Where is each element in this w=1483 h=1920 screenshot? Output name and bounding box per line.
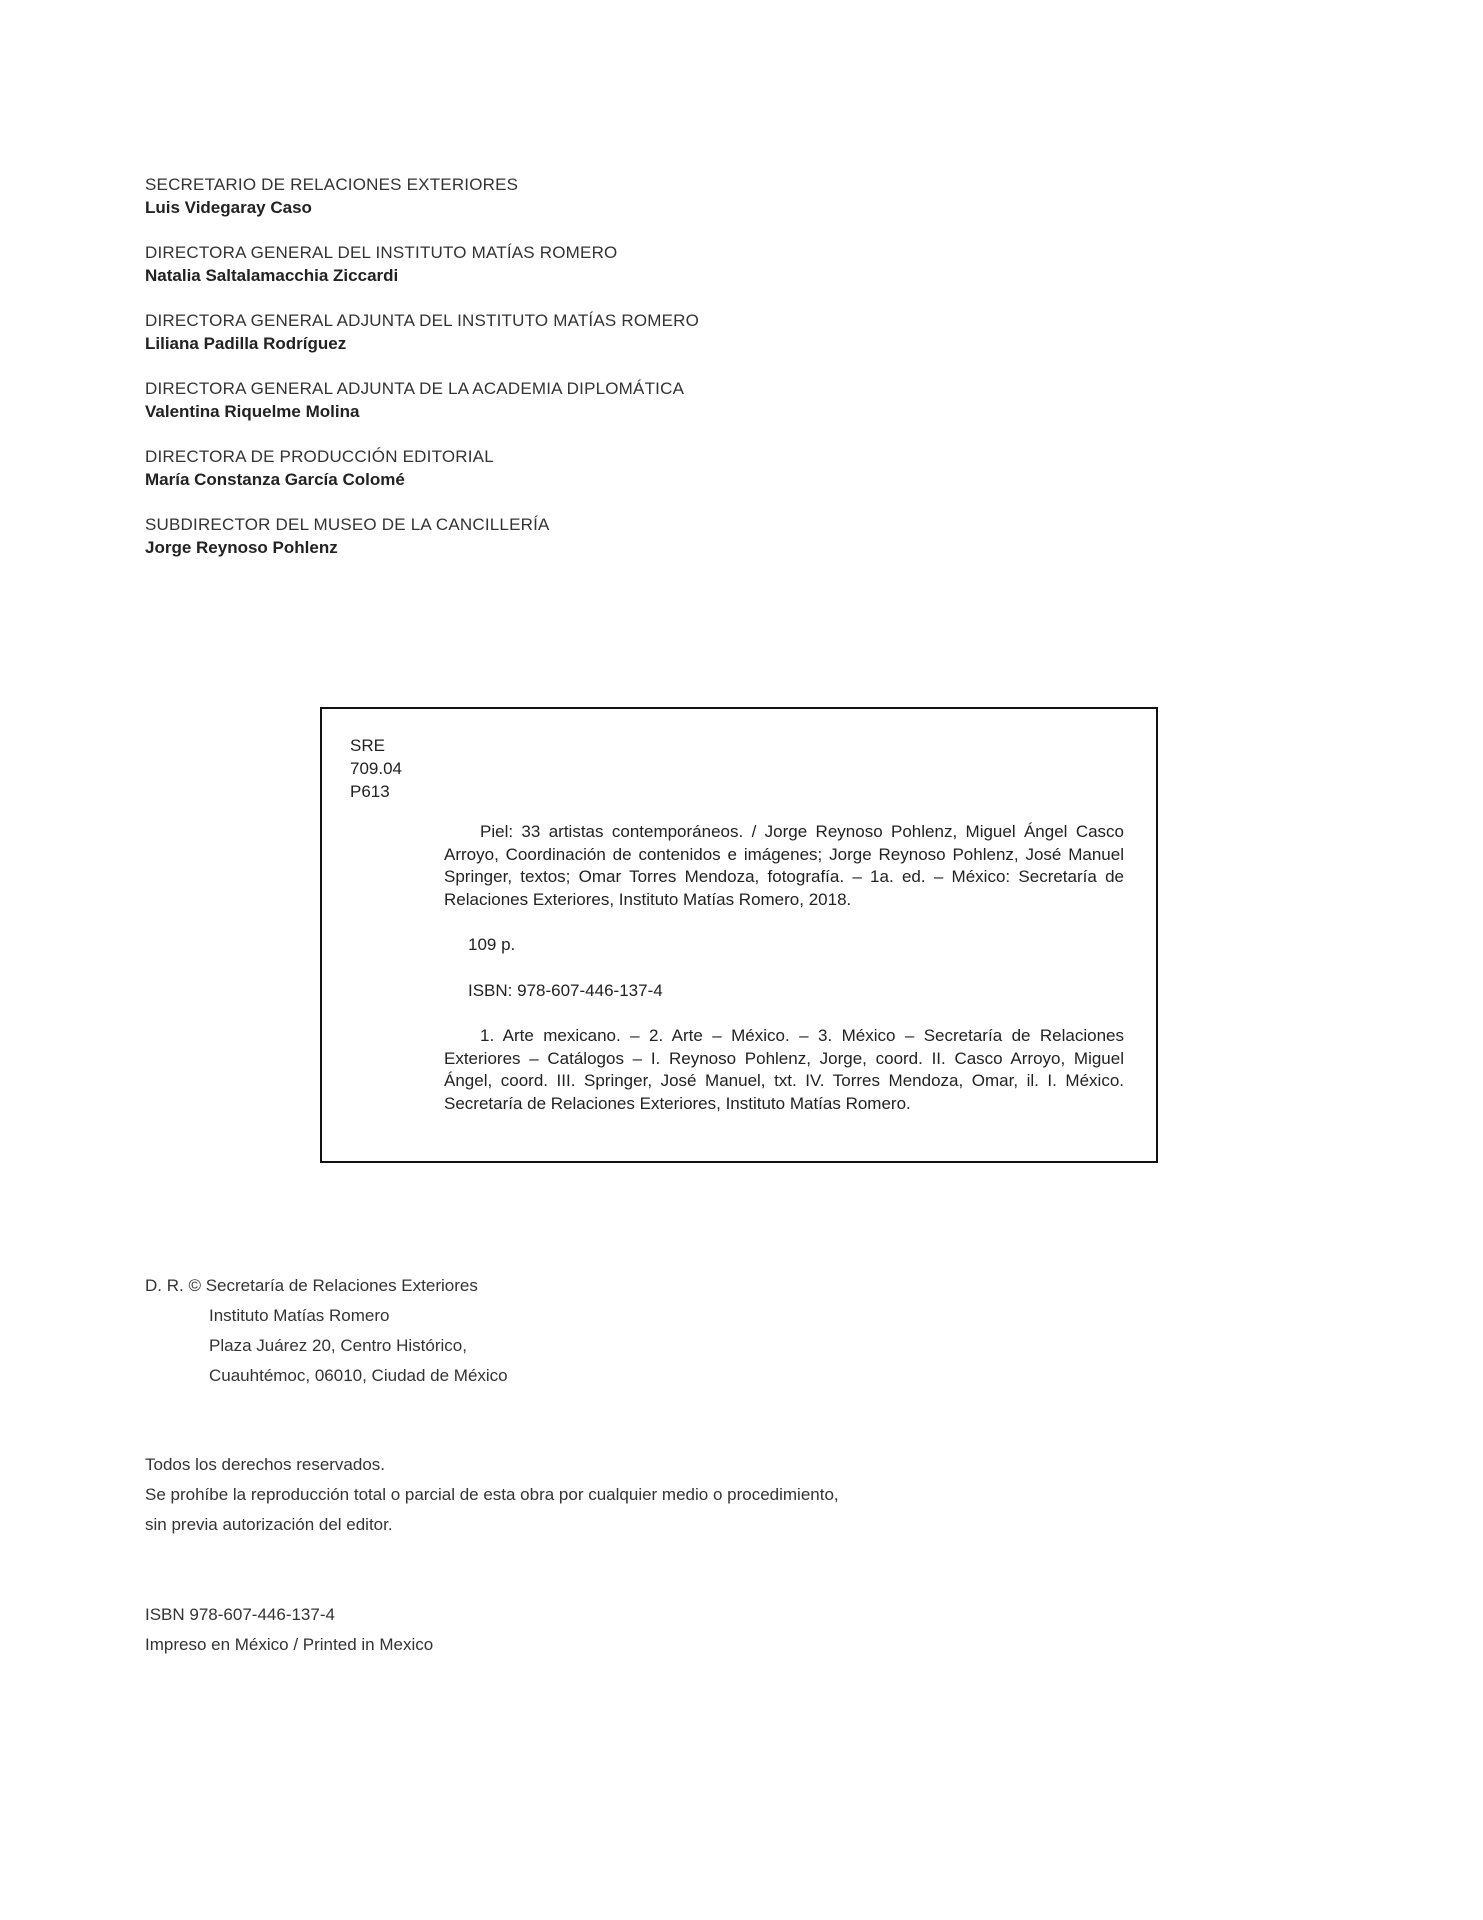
- credit-name: Natalia Saltalamacchia Ziccardi: [145, 266, 399, 285]
- call-number-line: P613: [350, 782, 390, 801]
- credit-role: DIRECTORA GENERAL ADJUNTA DE LA ACADEMIA DIPLOMÁTICA: [145, 379, 685, 398]
- credit-entry: [145, 309, 1045, 355]
- credit-role: DIRECTORA GENERAL ADJUNTA DEL INSTITUTO MATÍAS ROMERO: [145, 311, 700, 330]
- address-line: Plaza Juárez 20, Centro Histórico,: [209, 1336, 467, 1355]
- copyright-owner: D. R. © Secretaría de Relaciones Exteriores: [145, 1276, 478, 1295]
- catalog-body: [444, 821, 1124, 1138]
- rights-line: Todos los derechos reservados.: [145, 1455, 386, 1474]
- printed-in: Impreso en México / Printed in Mexico: [145, 1635, 434, 1654]
- credit-entry: [145, 445, 1045, 491]
- address-line: Instituto Matías Romero: [209, 1306, 390, 1325]
- credit-role: DIRECTORA GENERAL DEL INSTITUTO MATÍAS ROMERO: [145, 243, 618, 262]
- address-line: Cuauhtémoc, 06010, Ciudad de México: [209, 1366, 508, 1385]
- catalog-isbn: ISBN: 978-607-446-137-4: [468, 980, 663, 1000]
- catalog-subjects: 1. Arte mexicano. – 2. Arte – México. – 3. México – Secretaría de Relaciones Exteriores – Catálogos – I. Reynoso Pohlenz, Jorge, coord. II. Casco Arroyo, Miguel Ángel, coord. III. Springer, José Manuel, txt. IV. Torres Mendoza, Omar, il. I. México. Secretaría de Relaciones Exteriores, Instituto Matías Romero.: [444, 1026, 1124, 1113]
- credit-entry: [145, 513, 1045, 559]
- credit-name: Luis Videgaray Caso: [145, 198, 312, 217]
- credits-list: [145, 173, 1045, 581]
- call-number: [350, 734, 402, 803]
- credit-name: Liliana Padilla Rodríguez: [145, 334, 347, 353]
- credit-entry: [145, 377, 1045, 423]
- catalog-description: Piel: 33 artistas contemporáneos. / Jorge Reynoso Pohlenz, Miguel Ángel Casco Arroyo, Coordinación de contenidos e imágenes; Jorge Reynoso Pohlenz, José Manuel Springer, textos; Omar Torres Mendoza, fotografía. – 1a. ed. – México: Secretaría de Relaciones Exteriores, Instituto Matías Romero, 2018.: [444, 822, 1124, 909]
- call-number-line: 709.04: [350, 759, 402, 778]
- credit-name: Valentina Riquelme Molina: [145, 402, 360, 421]
- call-number-line: SRE: [350, 736, 385, 755]
- credit-name: María Constanza García Colomé: [145, 470, 405, 489]
- catalog-record-box: [320, 707, 1158, 1163]
- copyright-block: [145, 1271, 508, 1391]
- isbn-text: ISBN 978-607-446-137-4: [145, 1605, 335, 1624]
- rights-reserved-block: [145, 1450, 839, 1540]
- credit-role: SUBDIRECTOR DEL MUSEO DE LA CANCILLERÍA: [145, 515, 550, 534]
- catalog-pages: 109 p.: [468, 935, 516, 954]
- isbn-block: [145, 1600, 433, 1660]
- rights-line: sin previa autorización del editor.: [145, 1515, 393, 1534]
- credit-role: SECRETARIO DE RELACIONES EXTERIORES: [145, 175, 519, 194]
- credit-entry: [145, 241, 1045, 287]
- credit-entry: [145, 173, 1045, 219]
- credit-role: DIRECTORA DE PRODUCCIÓN EDITORIAL: [145, 447, 494, 466]
- rights-line: Se prohíbe la reproducción total o parcial de esta obra por cualquier medio o procedimiento,: [145, 1485, 839, 1504]
- credit-name: Jorge Reynoso Pohlenz: [145, 538, 338, 557]
